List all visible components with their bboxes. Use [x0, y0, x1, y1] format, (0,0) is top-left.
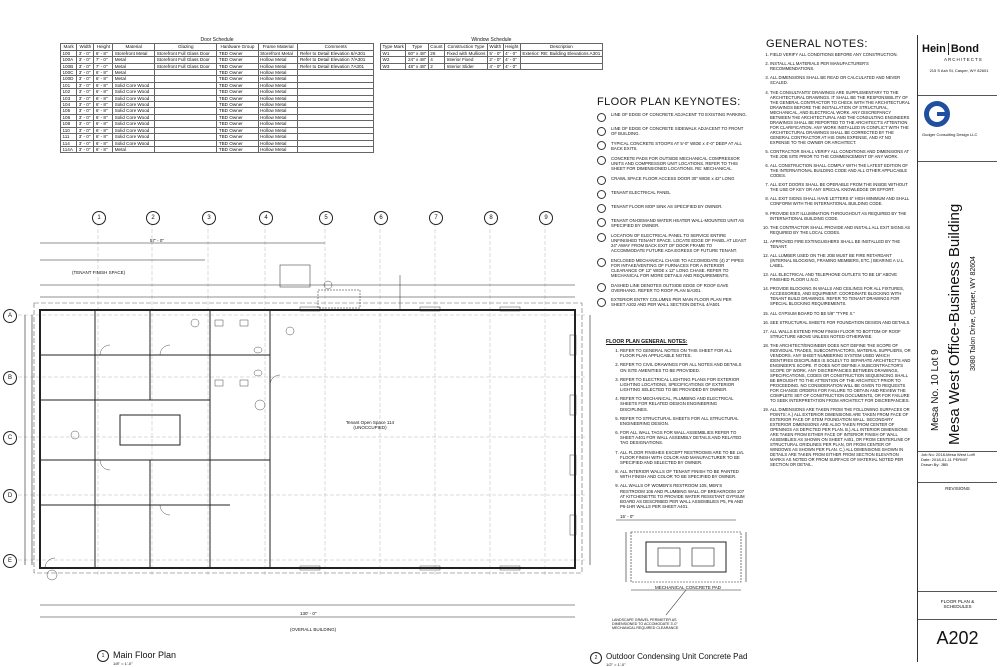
grid-column-bubble: 5 [319, 211, 333, 225]
window-schedule-cell: 4 [428, 57, 444, 63]
keynote-item [597, 233, 747, 253]
grid-column-bubble: 6 [374, 211, 388, 225]
door-schedule-cell: 3' - 0" [77, 63, 94, 69]
door-schedule-cell: Refer to Detail Elevation 6/A301 [298, 50, 374, 56]
door-schedule-cell: 7' - 0" [94, 63, 113, 69]
grid-column-bubble: 2 [146, 211, 160, 225]
grid-row-bubble: D [3, 489, 17, 503]
door-schedule-cell: TBD Owner [217, 140, 258, 146]
job-no: 2018-Mesa West Lot9 [935, 452, 975, 457]
door-schedule-cell: 6' - 8" [94, 102, 113, 108]
fp-general-item: 1. REFER TO GENERAL NOTES ON THIS SHEET FOR ALL FLOOR PLAN APPLICABLE NOTES. [620, 348, 746, 358]
window-schedule-cell: 4' - 0" [503, 57, 520, 63]
keynote-text: TENANT ELECTRICAL PANEL [611, 189, 671, 195]
window-schedule-cell: 24" x 48" [407, 57, 427, 63]
door-schedule-cell: 3' - 0" [77, 127, 94, 133]
general-note-item: 13. ALL ELECTRICAL AND TELEPHONE OUTLETS TO BE 18" ABOVE FINISHED FLOOR U.N.O. [770, 272, 912, 282]
keynote-text: TENANT ON-DEMAND WATER HEATER WALL-MOUNTED UNIT AS SPECIFIED BY OWNER. [611, 217, 745, 228]
keynote-hex-icon [597, 141, 606, 150]
keynote-text: LOCATION OF ELECTRICAL PANEL TO SERVICE ENTIRE UNFINISHED TENANT SPACE. LOCATE EDGE OF PANEL AT LEAST 24" AWAY FROM BACK EXIT OF DOOR FRAME TO ACCOMMODATE FUTURE ADA EGRESS OF FUTURE TENANT. [611, 232, 747, 253]
door-schedule-cell: Hollow Metal [258, 70, 298, 76]
door-schedule-cell: Hollow Metal [258, 89, 298, 95]
pad-title: Outdoor Condensing Unit Concrete Pad [606, 652, 748, 661]
door-schedule-cell: 3' - 0" [77, 76, 94, 82]
general-note-item: 5. CONTRACTOR SHALL VERIFY ALL CONDITIONS AND DIMENSIONS AT THE JOB SITE PRIOR TO THE COMMENCEMENT OF ANY WORK. [770, 149, 912, 159]
door-schedule-cell: 110 [61, 127, 77, 133]
window-schedule-col-header: Type [406, 44, 428, 50]
window-schedule-cell: Fixed with Mullions [446, 50, 486, 56]
keynote-hex-icon [597, 127, 606, 136]
plan-title: Main Floor Plan [113, 650, 177, 660]
door-schedule-cell: 3' - 0" [77, 57, 94, 63]
general-notes [756, 52, 912, 472]
door-schedule-cell: Solid Core Wood [113, 114, 155, 120]
door-schedule-cell: 6' - 8" [94, 146, 113, 152]
door-schedule-cell: 6' - 8" [94, 114, 113, 120]
general-note-item: 8. ALL EXIT SIGNS SHALL HAVE LETTERS 6" HIGH MINIMUM AND SHALL CONFORM WITH THE INTERNATIONAL BUILDING CODE. [770, 196, 912, 206]
grid-row-bubble: A [3, 309, 17, 323]
door-schedule-cell [155, 146, 217, 152]
fp-general-item: 6. FOR ALL WALL TAGS FOR WALL ASSEMBLIES REFER TO SHEET A401 FOR WALL ASSEMBLY DETAILS AND RELATED TAG DESIGNATIONS. [620, 430, 746, 445]
pad-scale: 1/2" = 1'-0" [606, 662, 626, 667]
general-note-item: 9. PROVIDE EXIT ILLUMINATION THROUGHOUT AS REQUIRED BY THE INTERNATIONAL BUILDING CODE. [770, 211, 912, 221]
general-note-item: 3. ALL DIMENSIONS SHALL BE READ OR CALCULATED AND NEVER SCALED. [770, 75, 912, 85]
window-schedule-cell [520, 63, 602, 69]
sheet-number: A202 [936, 628, 979, 648]
door-schedule-cell: 111 [61, 134, 77, 140]
keynote-text: LINE OF EDGE OF CONCRETE SIDEWALK ADJACENT TO FRONT OF BUILDING. [611, 126, 744, 137]
keynote-item [597, 218, 747, 228]
door-schedule-col-header: Comments [298, 44, 374, 50]
fp-general-list [606, 348, 746, 509]
firm-logo [922, 43, 979, 55]
door-schedule-cell: 3' - 0" [77, 102, 94, 108]
door-schedule-cell: TBD Owner [217, 102, 258, 108]
project-cell [918, 161, 997, 452]
drawn-value: JBB [940, 461, 948, 467]
door-schedule-cell: 100B [61, 63, 77, 69]
door-schedule-cell: Metal [113, 76, 155, 82]
door-schedule-cell: 6' - 8" [94, 108, 113, 114]
window-schedule-cell: 2 [428, 63, 444, 69]
window-schedule-title: Window Schedule [471, 37, 512, 43]
window-schedule-cell: W1 [381, 50, 406, 56]
door-schedule-cell: 3' - 0" [77, 95, 94, 101]
door-schedule-cell: Refer to Detail Elevation 7A301 [298, 63, 374, 69]
window-schedule-cell: 60" x 48" [407, 50, 427, 56]
grid-row-bubble: E [3, 554, 17, 568]
job-info-cell [918, 451, 997, 483]
keynote-text: ENCLOSED MECHANICAL CHASE TO ACCOMODATE (4) 2" PIPES FOR INTAKE/VENTING OF FURNACES FOR A INTERIOR CLEARANCE OF 12" WIDE x 12" LONG CHASE. REFER TO MECHANICAL FOR MORE DETAILS AND REQUIREMENTS. [611, 257, 744, 278]
door-schedule-cell: 7' - 0" [94, 57, 113, 63]
door-schedule-cell: TBD Owner [217, 108, 258, 114]
pad-dim: 15' - 0" [620, 514, 634, 519]
keynote-item [597, 126, 747, 136]
general-note-item: 6. ALL CONSTRUCTION SHALL COMPLY WITH THE LATEST EDITION OF THE INTERNATIONAL BUILDING CODE AND ALL OTHER APPLICABLE CODES. [770, 163, 912, 178]
window-schedule-table [380, 38, 603, 70]
dim-top-label: 57' - 0" [150, 238, 164, 243]
window-schedule-cell: 4' - 0" [503, 63, 520, 69]
door-schedule-cell: Storefront Metal [113, 50, 155, 56]
plan-title-number: 1 [97, 650, 109, 662]
door-schedule-cell: 6' - 8" [94, 82, 113, 88]
revisions-cell [918, 483, 997, 592]
pad-note: LANDSCAPE GRAVEL PERIMETER AS DIMENSIONED TO ACCOMODATE 3'-0" MECHANICAL REQUIRED CLEARANCE [612, 618, 679, 631]
sheet-title: FLOOR PLAN & SCHEDULES [940, 599, 975, 609]
fp-general-item: 8. ALL INTERIOR WALLS OF TENANT FINISH TO BE PAINTED WITH FINISH AND COLOR TO BE SPECIFIED BY OWNER. [620, 469, 746, 479]
door-schedule-cell: Solid Core Wood [113, 89, 155, 95]
keynotes-title: FLOOR PLAN KEYNOTES: [597, 96, 741, 108]
keynote-text: TYPICAL CONCRETE STOOPS AT 5'-0" WIDE x 4'-0" DEEP AT ALL BACK EXITS. [611, 140, 742, 151]
window-schedule-header [381, 44, 603, 50]
dim-overall-label: 130' - 0" [300, 611, 317, 616]
door-schedule-col-header: Height [94, 44, 113, 50]
door-schedule-cell: 3' - 0" [77, 108, 94, 114]
door-schedule-cell: TBD Owner [217, 82, 258, 88]
keynote-item [597, 176, 747, 186]
door-schedule-cell: TBD Owner [217, 76, 258, 82]
door-schedule-cell: 103 [61, 95, 77, 101]
door-schedule-cell: 3' - 0" [77, 146, 94, 152]
door-schedule-cell: TBD Owner [217, 50, 258, 56]
door-schedule-cell: TBD Owner [217, 121, 258, 127]
firm-name-a: Hein [922, 43, 946, 55]
door-schedule-col-header: Material [113, 44, 155, 50]
fp-general-item: 9. ALL WALLS OF WOMEN'S RESTROOM 105, MEN'S RESTROOM 106 AND PLUMBING WALL OF BREAKROOM 107 AT KITCHENETTE TO PROVIDE WATER RESISTANT GYPSUM BOARD AS DESCRIBED PER WALL ASSEMBLIES P5, P6 AND P6-1HR WALLS PER SHEET A401. [620, 483, 746, 508]
project-name: Mesa West Office-Business Building [946, 203, 963, 445]
window-schedule-col-header: Count [430, 44, 443, 50]
door-schedule-cell [298, 146, 374, 152]
door-schedule-cell: 100A [61, 57, 77, 63]
general-note-item: 2. INSTALL ALL MATERIALS PER MANUFACTURER'S RECOMMENDATIONS. [770, 61, 912, 71]
general-note-item: 15. ALL GYPSUM BOARD TO BE 5/8" "TYPE X." [770, 311, 912, 316]
door-schedule-cell: Metal [113, 63, 155, 69]
consultant-name: Gudger Consulting Design LLC [922, 132, 978, 137]
door-schedule-cell: 106 [61, 114, 77, 120]
door-schedule-cell: TBD Owner [217, 89, 258, 95]
door-schedule-cell: 3' - 0" [77, 134, 94, 140]
project-address: 3080 Talon Drive, Casper, WY 82604 [970, 256, 977, 371]
general-note-item: 19. ALL DIMENSIONS ARE TAKEN FROM THE FOLLOWING SURFACES OR POINTS: A.) ALL EXTERIOR DIMENSIONS ARE TAKEN FROM FACE OF EXTERIOR FACE OF STEM FOUNDATION WALL. SECONDARY EXTERIOR DIMENSIONS ARE ALSO TAKEN FROM CENTER OF OPENINGS AS DEPICTED PER PLAN. B.) ALL INTERIOR DIMENSIONS ARE TAKEN FROM EITHER FACE OF INTERIOR FINISH OF WALL ASSEMBLIES AS SHOWN ON SHEET A401, OR FROM CENTERLINE OF STRUCTURAL GRIDLINES PER PLAN, OR FROM CENTER OF WINDOWS AS SHOWN PER PLAN. C.) ALL DIMENSIONS SHOWN IN DETAILS ARE TAKEN FROM EITHER FROM SECTION ELEVATION MARKS AS NOTED OR FROM SURFACE OF MATERIAL NOTED PER SECTION OR DETAIL. [770, 407, 912, 467]
tenant-space-label: (TENANT FINISH SPACE) [72, 270, 126, 275]
fp-general-item: 3. REFER TO ELECTRICAL LIGHTING PLANS FOR EXTERIOR LIGHTING LOCATIONS, SPECIFICATIONS OF EXTERIOR LIGHTING SELECTED TO BE PROVIDED BY OWNER. [620, 377, 746, 392]
general-note-item: 18. THE ARCHITECT/ENGINEER DOES NOT DEFINE THE SCOPE OF INDIVIDUAL TRADES, SUBCONTRACTORS, MATERIAL SUPPLIERS, OR VENDORS. ANY SHEET NUMBERING SYSTEM USED WHICH IDENTIFIES DISCIPLINES IS SOLELY TO SEPARATE ARCHITECT'S AND ENGINEER'S SCOPE. IT DOES NOT DEFINE A SUBCONTRACTOR'S SCOPE OF WORK. ANY DISCREPANCIES BETWEEN DRAWINGS, SPECIFICATIONS, CODES OR CONSTRUCTION SEQUENCING SHALL BE BROUGHT TO THE ATTENTION OF THE ARCHITECT PRIOR TO PROCEEDING. NO CONSIDERATION WILL BE GIVEN TO REQUESTS FOR CHANGE ORDERS FOR FAILURE TO OBTAIN AND REVIEW THE COMPLETE SET OF CONSTRUCTION DOCUMENTS, OR FOR FAILURE TO SEEK INTERPRETATION FROM ARCHITECT FOR DISCREPANCIES. [770, 343, 912, 403]
door-schedule-cell: Hollow Metal [258, 108, 298, 114]
firm-sub: ARCHITECTS [944, 57, 983, 62]
door-schedule-cell: 3' - 0" [77, 114, 94, 120]
door-schedule-cell: 3' - 0" [77, 89, 94, 95]
door-schedule-cell: TBD Owner [217, 134, 258, 140]
fp-general-item: 5. REFER TO STRUCTURAL SHEETS FOR ALL STRUCTURAL ENGINEERING DESIGN. [620, 416, 746, 426]
door-schedule-cell: 6' - 8" [94, 127, 113, 133]
keynote-hex-icon [597, 156, 606, 165]
door-schedule-cell: Hollow Metal [258, 140, 298, 146]
door-schedule-cell: Hollow Metal [258, 114, 298, 120]
grid-column-bubble: 3 [202, 211, 216, 225]
door-schedule-cell: Storefront Full Glass Door [155, 50, 217, 56]
door-schedule-cell: Hollow Metal [258, 146, 298, 152]
door-schedule-cell: Refer to Detail Elevation 7/A301 [298, 57, 374, 63]
door-schedule-cell: Hollow Metal [258, 127, 298, 133]
door-schedule-cell: TBD Owner [217, 70, 258, 76]
door-schedule-cell: 6' - 8" [94, 134, 113, 140]
door-schedule-cell: Storefront Full Glass Door [155, 57, 217, 63]
fp-general-item: 2. REFER TO CIVIL DRAWINGS FOR ALL NOTES AND DETAILS ON SITE AMENITIES TO BE PROVIDED. [620, 362, 746, 372]
door-schedule-cell: Solid Core Wood [113, 82, 155, 88]
door-schedule-cell: 105 [61, 108, 77, 114]
keynote-text: DASHED LINE DENOTES OUTSIDE EDGE OF ROOF EAVE OVERHANG. REFER TO ROOF PLAN 5/A301. [611, 282, 729, 293]
door-schedule-cell: Storefront Metal [258, 50, 298, 56]
window-schedule-row [381, 63, 603, 69]
general-notes-list [756, 52, 912, 467]
door-schedule-cell: 108 [61, 121, 77, 127]
general-note-item: 7. ALL EXIT DOORS SHALL BE OPERABLE FROM THE INSIDE WITHOUT THE USE OF KEY OR ANY SPECIAL KNOWLEDGE OR EFFORT. [770, 182, 912, 192]
door-schedule-cell: 6' - 8" [94, 76, 113, 82]
unoccupied-label: Tenant Open Space 114 (UNOCCUPIED) [345, 420, 395, 430]
keynote-hex-icon [597, 190, 606, 199]
keynote-item [597, 141, 747, 151]
project-lot: Mesa No. 10 Lot 9 [930, 349, 941, 431]
date-value: 2018-01-11 PERMIT [931, 456, 969, 462]
door-schedule-cell: 6' - 8" [94, 121, 113, 127]
door-schedule-row [61, 146, 374, 152]
window-schedule-cell: W2 [381, 57, 406, 63]
keynote-item [597, 258, 747, 278]
keynote-item [597, 190, 747, 200]
fp-general-notes [606, 340, 746, 513]
job-no-label: Job No: [921, 452, 935, 457]
door-schedule-cell: Solid Core Wood [113, 108, 155, 114]
drawn-label: Drawn By: [921, 461, 940, 467]
keynote-text: TENANT FLOOR MOP SINK AS SPECIFIED BY OWNER. [611, 203, 723, 209]
door-schedule-cell: 3' - 0" [77, 50, 94, 56]
window-schedule-cell: 4' - 0" [487, 63, 503, 69]
window-schedule-row [381, 50, 603, 56]
plan-scale: 1/8" = 1'-0" [113, 661, 133, 666]
window-schedule-col-header: Height [505, 44, 519, 50]
door-schedule-cell: Metal [113, 146, 155, 152]
door-schedule-col-header: Hardware Group [217, 44, 258, 50]
general-note-item: 17. ALL WALLS EXTEND FROM FINISH FLOOR TO BOTTOM OF ROOF STRUCTURE ABOVE UNLESS NOTED OTHERWISE. [770, 329, 912, 339]
grid-column-bubble: 9 [539, 211, 553, 225]
keynote-item [597, 297, 747, 307]
firm-address: 215 S Ash St, Casper, WY 82601 [929, 68, 989, 73]
door-schedule-cell: 104 [61, 102, 77, 108]
general-note-item: 12. ALL LUMBER USED ON THE JOB MUST BE FIRE RETARDANT (INTERNAL BLOCKING, FRAMING MEMBERS, ETC.) BEARING A U.L. LABEL. [770, 253, 912, 268]
grid-row-bubble: B [3, 371, 17, 385]
general-note-item: 16. SEE STRUCTURAL SHEETS FOR FOUNDATION DESIGN AND DETAILS. [770, 320, 912, 325]
general-note-item: 11. APPROVED FIRE EXTINGUISHERS SHALL BE INSTALLED BY THE TENANT. [770, 239, 912, 249]
title-block [917, 35, 997, 662]
door-schedule-table [60, 38, 374, 153]
keynote-item [597, 112, 747, 122]
general-note-item: 1. FIELD VERIFY ALL CONDITIONS BEFORE ANY CONSTRUCTION. [770, 52, 912, 57]
keynote-text: EXTERIOR ENTRY COLUMNS PER MAIN FLOOR PLAN PER SHEET A202 AND PER WALL SECTION DETAIL 4/A501 [611, 297, 732, 308]
window-schedule-cell: Interior Fixed [445, 57, 488, 63]
door-schedule-cell: 114A [61, 146, 77, 152]
door-schedule-cell: Storefront Full Glass Door [155, 63, 217, 69]
door-schedule-cell: Solid Core Wood [113, 134, 155, 140]
general-note-item: 14. PROVIDE BLOCKING IN WALLS AND CEILINGS FOR ALL FIXTURES, ACCESSORIES, AND EQUIPMENT. COORDINATE BLOCKING WITH TENANT BUILD DRAWINGS. REFER TO TENANT DRAWINGS FOR SPECIAL BLOCKING REQUIREMENTS. [770, 286, 912, 306]
door-schedule-cell: Solid Core Wood [113, 127, 155, 133]
door-schedule-cell: 114 [61, 140, 77, 146]
grid-row-bubble: C [3, 431, 17, 445]
door-schedule-cell: 6' - 8" [94, 89, 113, 95]
revisions-label: REVISIONS [945, 486, 970, 491]
general-note-item: 10. THE CONTRACTOR SHALL PROVIDE AND INSTALL ALL EXIT SIGNS AS REQUIRED BY THE LOCAL CODES. [770, 225, 912, 235]
door-schedule-cell: Hollow Metal [258, 134, 298, 140]
sheet-title-cell [918, 591, 997, 620]
door-schedule-cell: Metal [113, 70, 155, 76]
consultant-logo-icon [922, 99, 952, 129]
door-schedule-cell: Hollow Metal [258, 76, 298, 82]
door-schedule-cell: TBD Owner [217, 57, 258, 63]
door-schedule-cell: TBD Owner [217, 95, 258, 101]
keynote-text: CRAWL SPACE FLOOR ACCESS DOOR 30" WIDE x 42" LONG [611, 175, 735, 181]
window-schedule-cell: 48" x 48" [407, 63, 427, 69]
fp-general-item: 7. ALL FLOOR FINISHES EXCEPT RESTROOMS ARE TO BE LVL FLOOR FINISH WITH COLOR AND MANUFACTURER TO BE SPECIFIED AND SELECTED BY OWNER. [620, 450, 746, 465]
door-schedule-cell: 100D [61, 76, 77, 82]
window-schedule-col-header: Width [489, 44, 502, 50]
door-schedule-cell: 100 [61, 50, 77, 56]
keynote-hex-icon [597, 113, 606, 122]
door-schedule-cell: 101 [61, 82, 77, 88]
window-schedule-col-header: Description [520, 44, 602, 50]
door-schedule-cell: 3' - 0" [77, 70, 94, 76]
door-schedule-cell: 6' - 8" [94, 50, 113, 56]
door-schedule-cell: Solid Core Wood [113, 102, 155, 108]
keynote-text: LINE OF EDGE OF CONCRETE ADJACENT TO EXISTING PARKING. [611, 112, 747, 117]
door-schedule-title: Door Schedule [200, 37, 234, 43]
general-notes-title: GENERAL NOTES: [766, 38, 868, 50]
door-schedule-cell: 3' - 0" [77, 82, 94, 88]
door-schedule-cell: Metal [113, 57, 155, 63]
keynotes-list [597, 112, 747, 312]
window-schedule-cell: Interior Slider [445, 63, 488, 69]
door-schedule-cell: TBD Owner [217, 127, 258, 133]
window-schedule-cell: W3 [381, 63, 406, 69]
door-schedule-cell: Solid Core Wood [113, 140, 155, 146]
door-schedule-cell: Hollow Metal [258, 63, 298, 69]
pad-title-number: 2 [590, 652, 602, 664]
window-schedule-cell: 26 [428, 50, 444, 56]
date-label: Date: [921, 456, 931, 462]
fp-general-title: FLOOR PLAN GENERAL NOTES: [606, 339, 688, 345]
keynote-hex-icon [597, 176, 606, 185]
door-schedule-cell: Hollow Metal [258, 57, 298, 63]
door-schedule-cell: 6' - 8" [94, 140, 113, 146]
pad-label: MECHANICAL CONCRETE PAD [655, 585, 722, 590]
keynote-text: CONCRETE PADS FOR OUTSIDE MECHANICAL COMPRESSOR UNITS AND COMPRESSOR UNIT LOCATIONS. REFER TO THIS SHEET FOR DIMENSIONED LOCATIONS. RE: MECHANICAL [611, 155, 740, 171]
door-schedule-cell: 102 [61, 89, 77, 95]
door-schedule-col-header: Glazing [155, 44, 217, 50]
window-schedule-cell: 4' - 0" [503, 50, 520, 56]
door-schedule-cell: Hollow Metal [258, 82, 298, 88]
door-schedule-cell: Solid Core Wood [113, 121, 155, 127]
window-schedule-col-header: Construction Type [445, 44, 488, 50]
door-schedule-cell: Hollow Metal [258, 102, 298, 108]
firm-cell [918, 35, 997, 96]
window-schedule-cell: Exterior: RE: Building Elevations A301 [522, 50, 601, 56]
door-schedule-col-header: Frame Material [258, 44, 298, 50]
door-schedule-cell: Hollow Metal [258, 121, 298, 127]
overall-building-label: (OVERALL BUILDING) [290, 627, 337, 632]
grid-column-bubble: 1 [92, 211, 106, 225]
window-schedule-cell: 2' - 0" [487, 57, 503, 63]
sheet-number-cell [918, 619, 997, 662]
door-schedule-cell: TBD Owner [217, 63, 258, 69]
door-schedule-cell: TBD Owner [217, 114, 258, 120]
door-schedule-cell: TBD Owner [217, 146, 258, 152]
grid-column-bubble: 8 [484, 211, 498, 225]
grid-column-bubble: 4 [259, 211, 273, 225]
window-schedule-cell: 5' - 0" [487, 50, 503, 56]
keynote-item [597, 156, 747, 171]
door-schedule-cell: Solid Core Wood [113, 95, 155, 101]
door-schedule-cell: 3' - 0" [77, 121, 94, 127]
window-schedule-col-header: Type Mark [382, 44, 404, 50]
keynote-item [597, 283, 747, 293]
fp-general-item: 4. REFER TO MECHANICAL, PLUMBING AND ELECTRICAL SHEETS FOR RELATED DESIGN ENGINEERING DISCIPLINES. [620, 396, 746, 411]
keynote-item [597, 204, 747, 214]
grid-column-bubble: 7 [429, 211, 443, 225]
general-note-item: 4. THE CONSULTANTS' DRAWINGS ARE SUPPLEMENTARY TO THE ARCHITECTURAL DRAWINGS. IT SHALL BE THE RESPONSIBILITY OF THE GENERAL CONTRACTOR TO CHECK WITH THE ARCHITECTURAL DRAWINGS BEFORE THE INSTALLATION OF STRUCTURAL, MECHANICAL, AND ELECTRICAL WORK. ANY DISCREPANCY BETWEEN THE ARCHITECTURAL AND THE CONSULTING ENGINEERS DRAWINGS SHALL BE REPORTED TO THE ARCHITECT'S ATTENTION FOR CLARIFICATION. ANY WORK INSTALLED IN CONFLICT WITH THE ARCHITECTURAL DRAWINGS SHALL BE CORRECTED BY THE GENERAL CONTRACTOR AT HIS OWN EXPENSE, AND AT NO EXPENSE TO THE OWNER OR ARCHITECT. [770, 90, 912, 145]
door-schedule-cell: 6' - 8" [94, 70, 113, 76]
door-schedule-cell: 6' - 8" [94, 95, 113, 101]
door-schedule-col-header: Width [77, 44, 94, 50]
door-schedule-cell: Hollow Metal [258, 95, 298, 101]
door-schedule-col-header: Mark [61, 44, 77, 50]
consultant-cell [918, 95, 997, 162]
firm-name-b: Bond [950, 43, 979, 55]
door-schedule-cell: 3' - 0" [77, 140, 94, 146]
door-schedule-cell: 100C [61, 70, 77, 76]
